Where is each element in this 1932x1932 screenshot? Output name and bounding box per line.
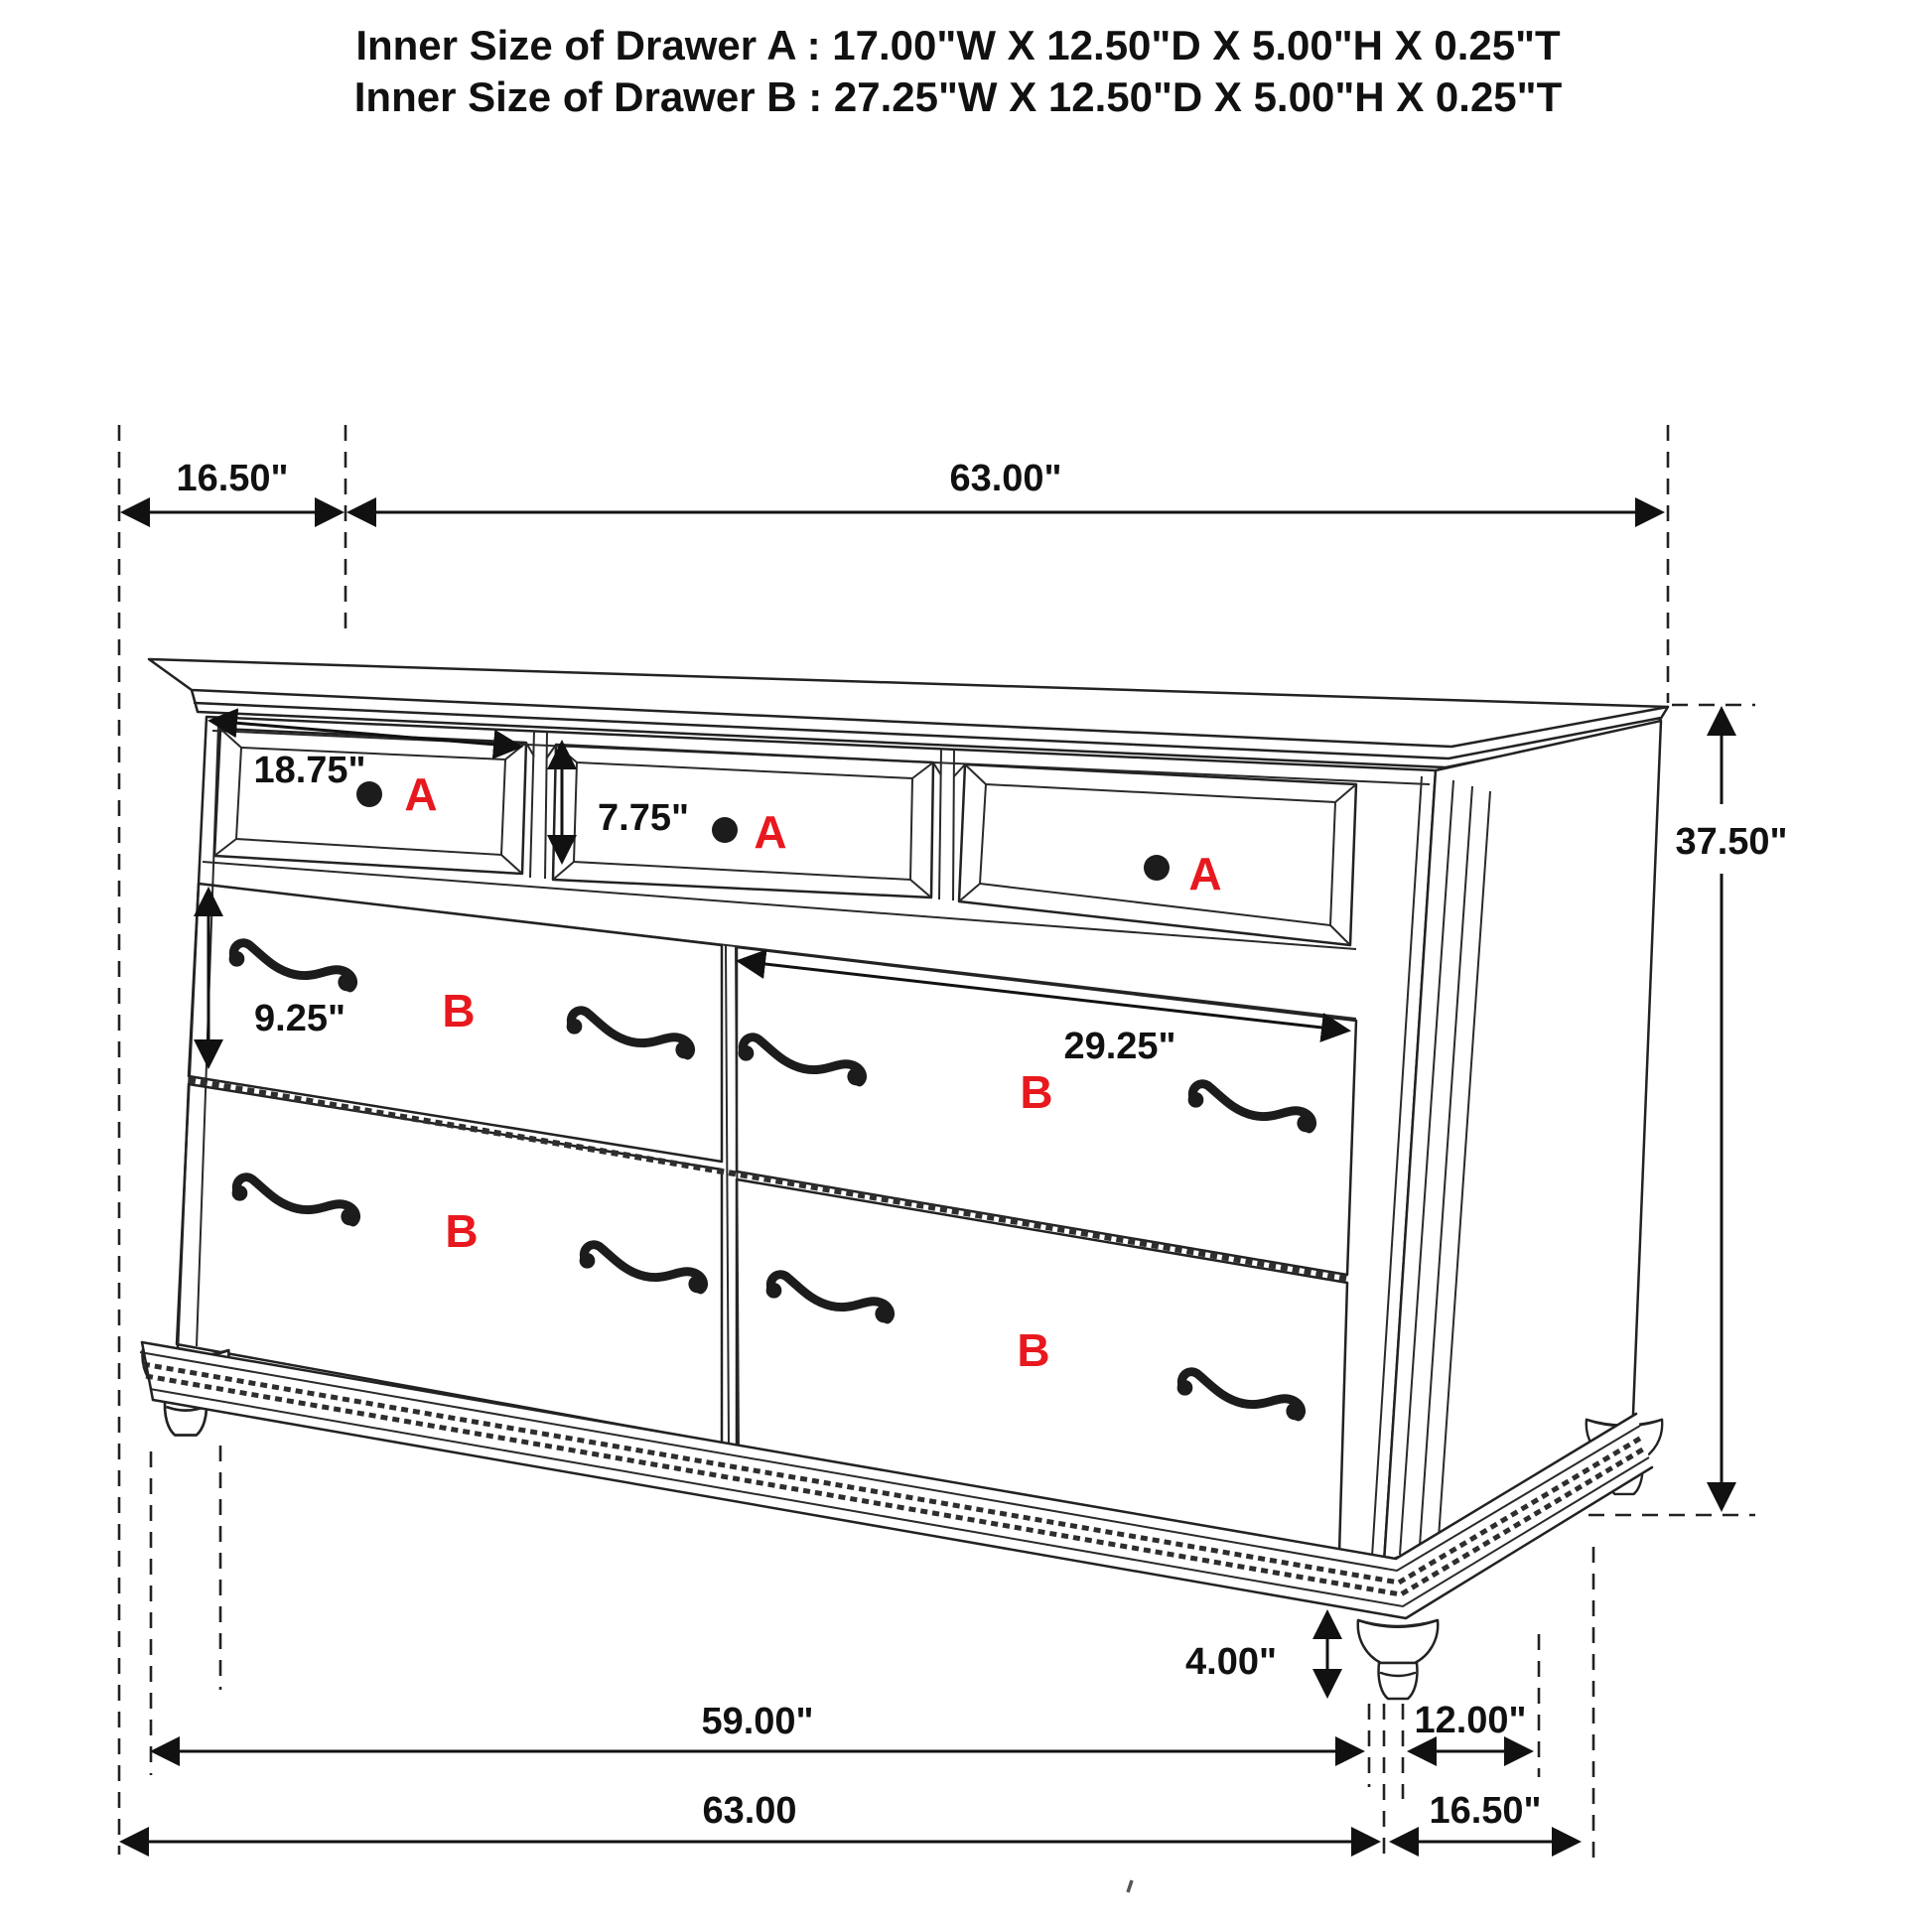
drawer-b1-label: B: [442, 985, 476, 1036]
stray-mark: [1128, 1880, 1132, 1892]
dim-overall-depth-label: 16.50": [1429, 1790, 1542, 1832]
dim-drawer-a-height-label: 7.75": [598, 797, 689, 839]
header-title-block: [354, 22, 1563, 120]
header-line-2: Inner Size of Drawer B : 27.25"W X 12.50"D X 5.00"H X 0.25"T: [353, 73, 1563, 120]
drawer-a2-label: A: [754, 806, 787, 858]
dim-drawer-a-width-label: 18.75": [253, 750, 366, 791]
front-right-leg: [1358, 1620, 1438, 1699]
drawer-b2-label: B: [445, 1205, 479, 1257]
drawer-a2-knob-icon: [712, 817, 738, 843]
dim-overall-height-label: 37.50": [1675, 821, 1788, 863]
dim-drawer-b-width-label: 29.25": [1063, 1026, 1176, 1067]
dim-base-width-label: 59.00": [701, 1701, 814, 1742]
dim-top-depth-label: 16.50": [176, 458, 289, 499]
dim-base-depth-label: 12.00": [1414, 1700, 1527, 1741]
drawer-b4-label: B: [1017, 1324, 1050, 1376]
dim-overall-width-label: 63.00: [702, 1790, 797, 1832]
dim-drawer-b-height-label: 9.25": [254, 998, 345, 1039]
drawer-a1-label: A: [404, 768, 438, 820]
drawer-b3-label: B: [1020, 1066, 1053, 1118]
dresser-drawing: [140, 659, 1668, 1699]
drawer-a3-label: A: [1188, 848, 1222, 899]
dim-leg-height-label: 4.00": [1185, 1641, 1277, 1683]
header-line-1: Inner Size of Drawer A : 17.00"W X 12.50"D X 5.00"H X 0.25"T: [355, 22, 1561, 69]
dim-top-width-label: 63.00": [949, 458, 1062, 499]
drawer-a3-knob-icon: [1144, 855, 1170, 881]
